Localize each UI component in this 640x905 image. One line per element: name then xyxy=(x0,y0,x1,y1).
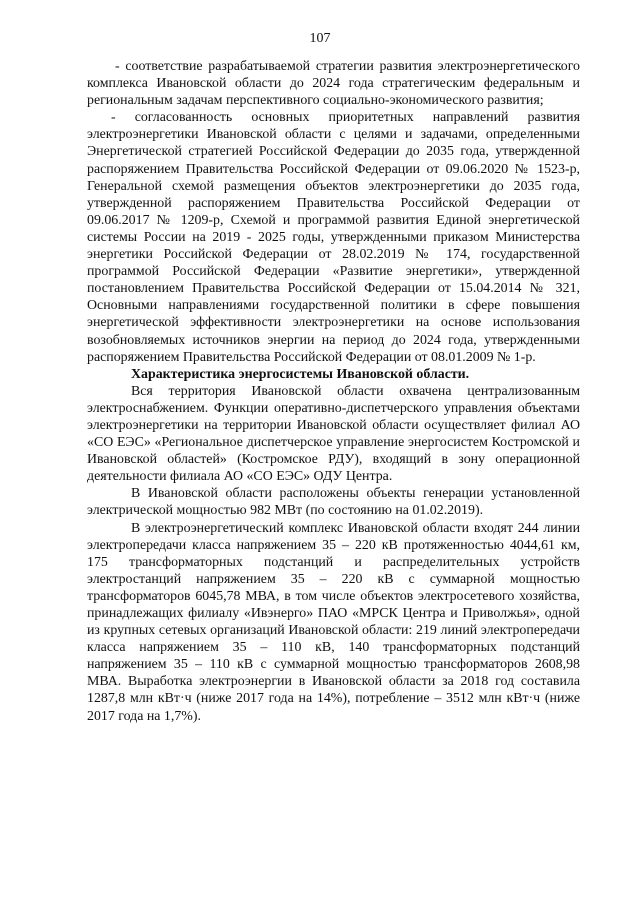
list-item-priorities-consistency: - согласованность основных приоритетных направлений развития электроэнергетики Ивановской области с целями и задачами, определенными Энергетической стратегией Российской Федерации до 2035 года, утвержденной распоряжением Правительства Российской Федерации от 09.06.2020 № 1523-р, Генеральной схемой размещения объектов электроэнергетики до 2035 года, утвержденной распоряжением Правительства Российской Федерации от 09.06.2017 № 1209-р, Схемой и программой развития Единой энергетической системы России на 2019 - 2025 годы, утвержденными приказом Министерства энергетики Российской Федерации от 28.02.2019 № 174, государственной программой Российской Федерации «Развитие энергетики», утвержденной постановлением Правительства Российской Федерации от 15.04.2014 № 321, Основными направлениями государственной политики в сфере повышения энергетической эффективности электроэнергетики на основе использования возобновляемых источников энергии на период до 2024 года, утвержденными распоряжением Правительства Российской Федерации от 08.01.2009 № 1-р. xyxy=(87,110,580,365)
paragraph-grid-complex: В электроэнергетический комплекс Ивановской области входят 244 линии электропередачи класса напряжением 35 – 220 кВ протяженностью 4044,61 км, 175 трансформаторных подстанций и распределительных устройств электростанций напряжением 35 – 220 кВ с суммарной мощностью трансформаторов 6045,78 МВА, в том числе объектов электросетевого хозяйства, принадлежащих филиалу «Ивэнерго» ПАО «МРСК Центра и Приволжья», одной из крупных сетевых организаций Ивановской области: 219 линий электропередачи класса напряжением 35 – 110 кВ, 140 трансформаторных подстанций напряжением 35 – 110 кВ с суммарной мощностью трансформаторов 2608,98 МВА. Выработка электроэнергии в Ивановской области за 2018 год составила 1287,8 млн кВт·ч (ниже 2017 года на 14%), потребление – 3512 млн кВт·ч (ниже 2017 года на 1,7%). xyxy=(87,520,580,724)
list-item-strategy-compliance: - соответствие разрабатываемой стратегии развития электроэнергетического комплекса Ивановской области до 2024 года стратегическим федеральным и региональным задачам перспективного социально-экономического развития; xyxy=(87,59,580,109)
paragraph-power-supply: Вся территория Ивановской области охвачена централизованным электроснабжением. Функции оперативно-диспетчерского управления объектами электроэнергетики на территории Ивановской области осуществляет филиал АО «СО ЕЭС» «Региональное диспетчерское управление энергосистем Костромской и Ивановской областей» (Костромское РДУ), входящий в зону операционной деятельности филиала АО «СО ЕЭС» ОДУ Центра. xyxy=(87,383,580,485)
document-body xyxy=(87,58,580,725)
page-number: 107 xyxy=(309,31,331,46)
section-heading: Характеристика энергосистемы Ивановской области. xyxy=(131,366,470,382)
paragraph-generation: В Ивановской области расположены объекты генерации установленной электрической мощностью 982 МВт (по состоянию на 01.02.2019). xyxy=(87,486,580,519)
